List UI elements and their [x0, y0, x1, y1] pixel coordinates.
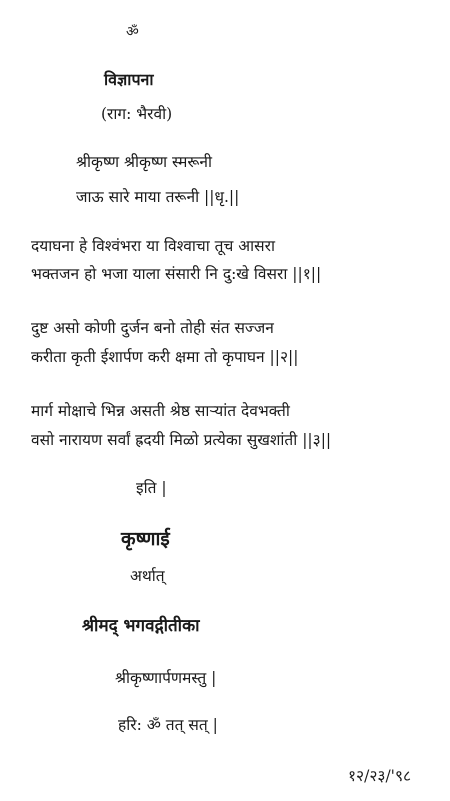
verse-2-line-2: करीता कृती ईशार्पण करी क्षमा तो कृपाघन ||२||: [31, 348, 299, 366]
verse-1-line-1: दयाघना हे विश्वंभरा या विश्वाचा तूच आसरा: [31, 237, 275, 255]
refrain-line-1: श्रीकृष्ण श्रीकृष्ण स्मरूनी: [76, 153, 212, 171]
hari-text: हरि: ॐ तत् सत् |: [118, 716, 218, 734]
page-title: विज्ञापना: [104, 70, 154, 89]
iti-text: इति |: [136, 479, 167, 497]
krishnai-heading: कृष्णाई: [121, 528, 170, 550]
raag-label: (राग: भैरवी): [101, 105, 173, 123]
verse-2-line-1: दुष्ट असो कोणी दुर्जन बनो तोही संत सज्जन: [31, 319, 274, 337]
verse-1-line-2: भक्तजन हो भजा याला संसारी नि दु:खे विसरा ||१||: [31, 265, 322, 283]
verse-3-line-1: मार्ग मोक्षाचे भिन्न असती श्रेष्ठ साऱ्यांत देवभक्ती: [31, 402, 290, 420]
refrain-line-2: जाऊ सारे माया तरूनी ||धृ.||: [76, 188, 240, 206]
verse-3-line-2: वसो नारायण सर्वां ह्रदयी मिळो प्रत्येका सुखशांती ||३||: [31, 431, 332, 449]
arthat-text: अर्थात्: [130, 567, 165, 585]
arpan-text: श्रीकृष्णार्पणमस्तु |: [115, 669, 217, 687]
gitika-heading: श्रीमद् भगवद्गीतीका: [82, 616, 200, 636]
om-symbol: ॐ: [126, 24, 139, 40]
date-text: १२/२३/'९८: [348, 767, 412, 785]
